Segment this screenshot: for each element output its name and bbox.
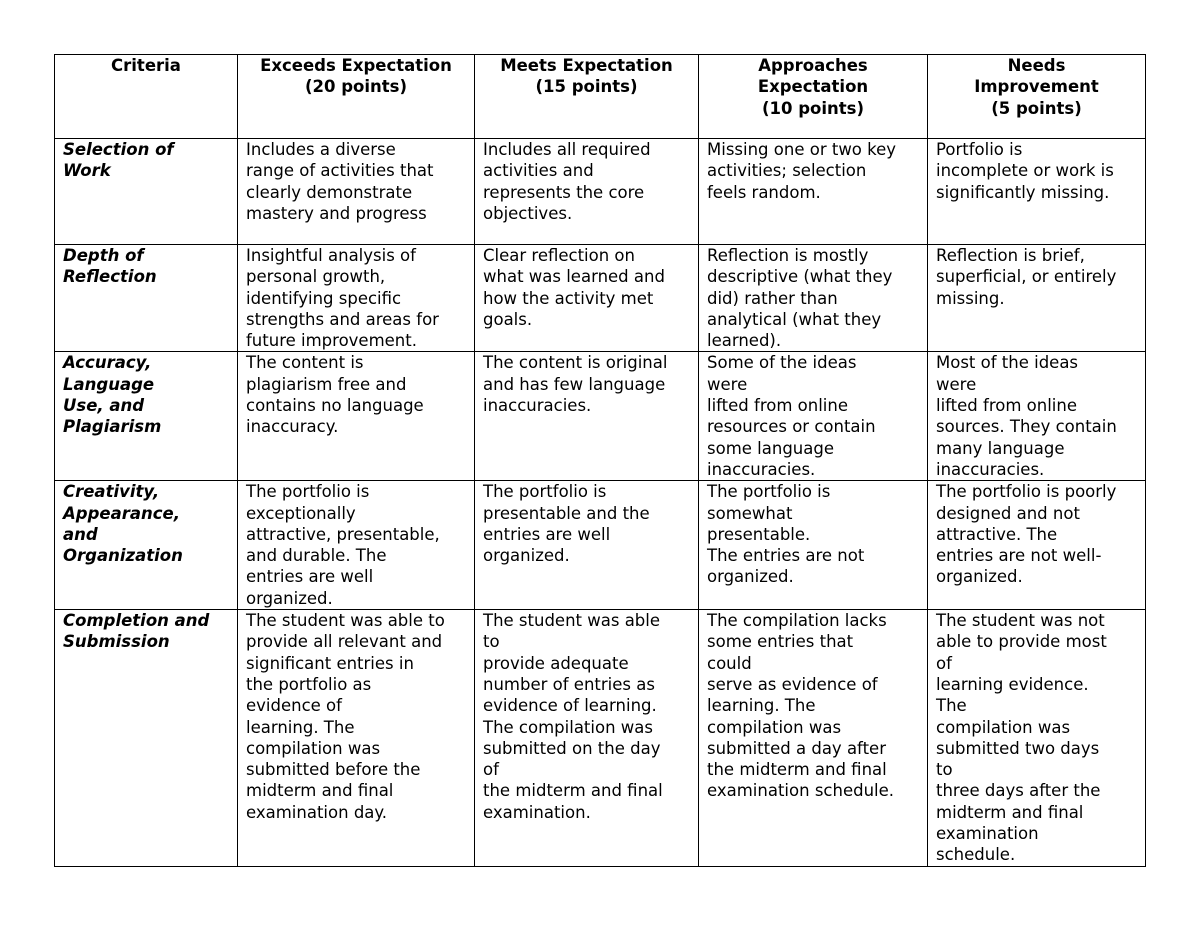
rubric-cell: The content is plagiarism free and contains no language inaccuracy. [238, 352, 475, 481]
criteria-cell: Creativity, Appearance, and Organization [55, 481, 238, 610]
header-approaches-expectation: Approaches Expectation (10 points) [699, 55, 928, 139]
table-row [55, 245, 1146, 352]
criteria-cell: Accuracy, Language Use, and Plagiarism [55, 352, 238, 481]
criteria-cell: Selection of Work [55, 139, 238, 245]
rubric-cell: Reflection is mostly descriptive (what they did) rather than analytical (what they learned). [699, 245, 928, 352]
table-row [55, 352, 1146, 481]
table-row [55, 139, 1146, 245]
rubric-cell: The portfolio is somewhat presentable. The entries are not organized. [699, 481, 928, 610]
rubric-cell: Includes all required activities and represents the core objectives. [475, 139, 699, 245]
rubric-cell: The student was not able to provide most of learning evidence. The compilation was submitted two days to three days after the midterm and final examination schedule. [928, 610, 1146, 867]
header-criteria: Criteria [55, 55, 238, 139]
table-row [55, 610, 1146, 867]
rubric-cell: Portfolio is incomplete or work is significantly missing. [928, 139, 1146, 245]
rubric-cell: Includes a diverse range of activities that clearly demonstrate mastery and progress [238, 139, 475, 245]
rubric-cell: Most of the ideas were lifted from online sources. They contain many language inaccuracies. [928, 352, 1146, 481]
rubric-cell: Missing one or two key activities; selection feels random. [699, 139, 928, 245]
rubric-table [54, 54, 1146, 867]
rubric-cell: The student was able to provide all relevant and significant entries in the portfolio as evidence of learning. The compilation was submitted before the midterm and final examination day. [238, 610, 475, 867]
rubric-cell: The content is original and has few language inaccuracies. [475, 352, 699, 481]
header-row [55, 55, 1146, 139]
header-meets-expectation: Meets Expectation (15 points) [475, 55, 699, 139]
rubric-cell: The portfolio is poorly designed and not attractive. The entries are not well- organized. [928, 481, 1146, 610]
rubric-cell: Some of the ideas were lifted from online resources or contain some language inaccuracies. [699, 352, 928, 481]
criteria-cell: Depth of Reflection [55, 245, 238, 352]
rubric-cell: The portfolio is exceptionally attractive, presentable, and durable. The entries are well organized. [238, 481, 475, 610]
rubric-cell: The portfolio is presentable and the entries are well organized. [475, 481, 699, 610]
criteria-cell: Completion and Submission [55, 610, 238, 867]
rubric-cell: Clear reflection on what was learned and how the activity met goals. [475, 245, 699, 352]
header-exceeds-expectation: Exceeds Expectation (20 points) [238, 55, 475, 139]
rubric-cell: Insightful analysis of personal growth, identifying specific strengths and areas for future improvement. [238, 245, 475, 352]
rubric-cell: The compilation lacks some entries that could serve as evidence of learning. The compilation was submitted a day after the midterm and final examination schedule. [699, 610, 928, 867]
rubric-cell: The student was able to provide adequate number of entries as evidence of learning. The compilation was submitted on the day of the midterm and final examination. [475, 610, 699, 867]
table-row [55, 481, 1146, 610]
rubric-cell: Reflection is brief, superficial, or entirely missing. [928, 245, 1146, 352]
header-needs-improvement: Needs Improvement (5 points) [928, 55, 1146, 139]
